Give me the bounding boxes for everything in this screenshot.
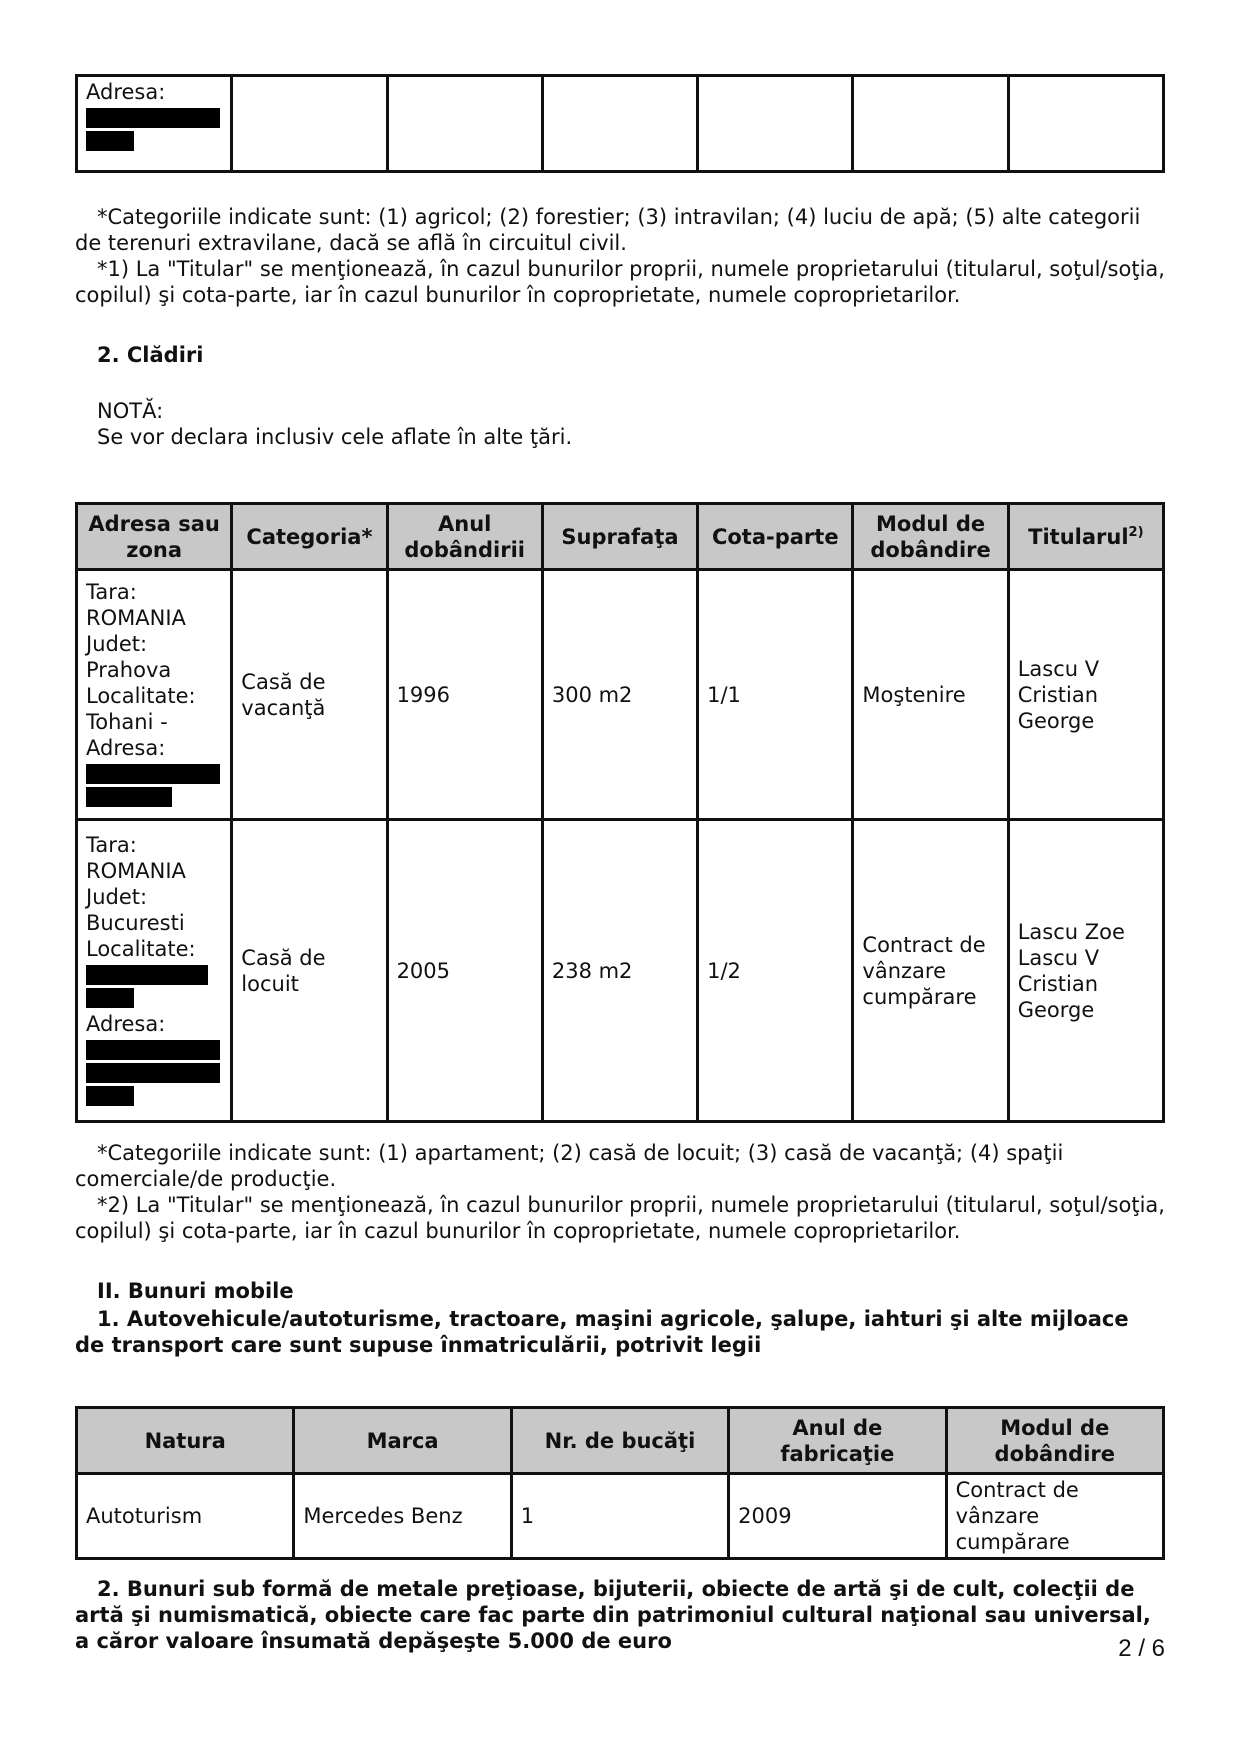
footnote-categories: *Categoriile indicate sunt: (1) apartament; (2) casă de locuit; (3) casă de vacanţă; (4) spaţii comerciale/de producţie. (75, 1141, 1064, 1191)
table-row (77, 570, 1164, 820)
cladiri-note (75, 398, 572, 450)
address-line: Tara: (86, 833, 137, 857)
empty-cell (698, 76, 853, 172)
header-cota: Cota-parte (698, 504, 853, 570)
address-line: ROMANIA (86, 606, 186, 630)
address-line: ROMANIA (86, 859, 186, 883)
footnote-titular: *2) La "Titular" se menţionează, în cazul bunurilor proprii, numele proprietarului (titularul, soţul/soţia, copilul) şi cota-parte, iar în cazul bunurilor în coproprietate, numele coproprietarilor. (75, 1193, 1165, 1243)
header-titular (1008, 504, 1163, 570)
empty-cell (1008, 76, 1163, 172)
address-line: Localitate: (86, 684, 196, 708)
address-cell (77, 76, 232, 172)
note-text: Se vor declara inclusiv cele aflate în alte ţări. (97, 425, 573, 449)
redacted-block (86, 787, 172, 807)
anul-cell: 2005 (387, 820, 542, 1122)
modul-cell: Contract de vânzare cumpărare (853, 820, 1008, 1122)
address-cell (77, 570, 232, 820)
address-line: Localitate: (86, 937, 196, 961)
header-marca: Marca (294, 1408, 511, 1474)
anul-cell: 2009 (729, 1474, 946, 1559)
cota-cell: 1/1 (698, 570, 853, 820)
table-header-row (77, 504, 1164, 570)
redacted-block (86, 1040, 220, 1060)
footnote-categories: *Categoriile indicate sunt: (1) agricol; (2) forestier; (3) intravilan; (4) luciu de apă; (5) alte categorii de terenuri extravilane, dacă se află în circuitul civil. (75, 205, 1141, 255)
address-line: Judet: (86, 632, 148, 656)
categoria-cell: Casă de vacanţă (232, 570, 387, 820)
section-title-bunuri-mobile: II. Bunuri mobile (97, 1279, 294, 1303)
redacted-block (86, 1063, 220, 1083)
header-natura: Natura (77, 1408, 294, 1474)
redacted-block (86, 108, 220, 128)
terenuri-table-continuation (75, 74, 1165, 173)
section-title-cladiri: 2. Clădiri (97, 343, 204, 367)
modul-cell: Contract de vânzare cumpărare (946, 1474, 1163, 1559)
suprafata-cell: 300 m2 (542, 570, 697, 820)
address-line: Prahova (86, 658, 172, 682)
categoria-cell: Casă de locuit (232, 820, 387, 1122)
natura-cell: Autoturism (77, 1474, 294, 1559)
redacted-block (86, 131, 134, 151)
page-number: 2 / 6 (1118, 1635, 1165, 1662)
address-label: Adresa: (86, 80, 166, 104)
table-header-row (77, 1408, 1164, 1474)
address-line: Tara: (86, 580, 137, 604)
modul-cell: Moştenire (853, 570, 1008, 820)
cladiri-table (75, 502, 1165, 1123)
anul-cell: 1996 (387, 570, 542, 820)
redacted-block (86, 988, 134, 1008)
subsection-title-autovehicule: 1. Autovehicule/autoturisme, tractoare, maşini agricole, şalupe, iahturi şi alte mijloace de transport care sunt supuse înmatriculării, potrivit legii (75, 1307, 1129, 1357)
header-categoria: Categoria* (232, 504, 387, 570)
empty-cell (853, 76, 1008, 172)
titular-cell: Lascu Zoe Lascu V Cristian George (1008, 820, 1163, 1122)
header-titular-label: Titularul (1028, 524, 1129, 549)
header-suprafata: Suprafaţa (542, 504, 697, 570)
table-row (77, 820, 1164, 1122)
marca-cell: Mercedes Benz (294, 1474, 511, 1559)
cota-cell: 1/2 (698, 820, 853, 1122)
header-nr: Nr. de bucăţi (511, 1408, 728, 1474)
address-cell (77, 820, 232, 1122)
address-line: Judet: (86, 885, 148, 909)
titular-cell: Lascu V Cristian George (1008, 570, 1163, 820)
table-row (77, 1474, 1164, 1559)
header-titular-sup: 2) (1128, 524, 1144, 540)
empty-cell (542, 76, 697, 172)
terenuri-footnotes (75, 204, 1165, 308)
redacted-block (86, 1086, 134, 1106)
cladiri-footnotes (75, 1140, 1165, 1244)
header-adresa: Adresa sau zona (77, 504, 232, 570)
empty-cell (232, 76, 387, 172)
footnote-titular: *1) La "Titular" se menţionează, în cazul bunurilor proprii, numele proprietarului (titularul, soţul/soţia, copilul) şi cota-parte, iar în cazul bunurilor în coproprietate, numele coproprietarilor. (75, 257, 1165, 307)
redacted-block (86, 965, 208, 985)
header-modul: Modul de dobândire (853, 504, 1008, 570)
vehicles-table (75, 1406, 1165, 1560)
address-line: Bucuresti (86, 911, 185, 935)
address-line: Adresa: (86, 736, 166, 760)
empty-cell (387, 76, 542, 172)
header-anul: Anul de fabricaţie (729, 1408, 946, 1474)
header-modul: Modul de dobândire (946, 1408, 1163, 1474)
address-line: Tohani - (86, 710, 168, 734)
subsection-title-bunuri-pretioase: 2. Bunuri sub formă de metale preţioase, bijuterii, obiecte de artă şi de cult, colecţii de artă şi numismatică, obiecte care fac parte din patrimoniul cultural naţional sau universal, a căror valoare însumată depăşeşte 5.000 de euro (75, 1577, 1151, 1653)
address-line: Adresa: (86, 1012, 166, 1036)
nr-cell: 1 (511, 1474, 728, 1559)
note-label: NOTĂ: (97, 399, 164, 423)
redacted-block (86, 764, 220, 784)
header-anul: Anul dobândirii (387, 504, 542, 570)
suprafata-cell: 238 m2 (542, 820, 697, 1122)
